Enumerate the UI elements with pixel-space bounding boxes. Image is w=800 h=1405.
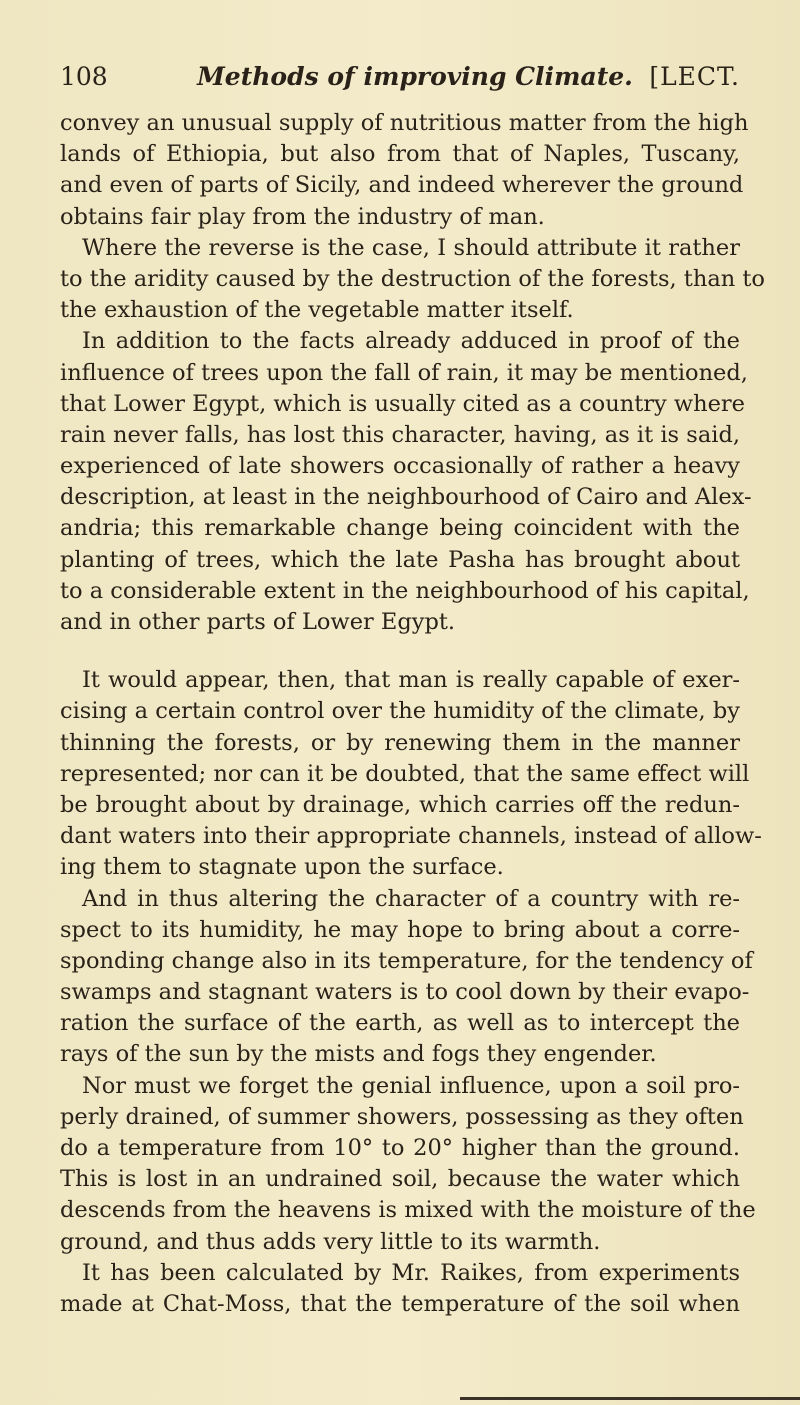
section-label: [LECT. — [649, 62, 740, 91]
text-line: that Lower Egypt, which is usually cited as a country where — [60, 390, 745, 417]
text-line: experienced of late showers occasionally of rather a heavy — [60, 453, 740, 480]
text-line: ing them to stagnate upon the surface. — [60, 854, 504, 881]
text-line: descends from the heavens is mixed with the moisture of the — [60, 1197, 756, 1224]
text-line: to the aridity caused by the destruction of the forests, than to — [60, 265, 765, 292]
text-line: the exhaustion of the vegetable matter itself. — [60, 297, 574, 324]
text-line: rays of the sun by the mists and fogs they engender. — [60, 1041, 657, 1068]
running-header — [60, 60, 740, 94]
paragraph — [60, 1258, 740, 1320]
text-line: Where the reverse is the case, I should attribute it rather — [82, 234, 740, 261]
paragraph — [60, 1071, 756, 1258]
text-line: do a temperature from 10° to 20° higher than the ground. — [60, 1135, 740, 1161]
text-line: thinning the forests, or by renewing them in the manner — [60, 729, 740, 756]
paragraph — [60, 326, 752, 638]
text-line: to a considerable extent in the neighbourhood of his capital, — [60, 577, 750, 604]
page-body-text — [60, 108, 765, 1320]
text-line: And in thus altering the character of a country with re- — [82, 885, 740, 912]
running-title: Methods of improving Climate. — [197, 62, 633, 91]
paragraph — [60, 108, 749, 233]
paragraph — [60, 884, 753, 1071]
text-line: and even of parts of Sicily, and indeed wherever the ground — [60, 172, 744, 199]
text-line: lands of Ethiopia, but also from that of Naples, Tuscany, — [60, 141, 740, 168]
text-line: description, at least in the neighbourhood of Cairo and Alex- — [60, 484, 752, 511]
text-line: It has been calculated by Mr. Raikes, from experiments — [82, 1259, 740, 1286]
text-line: and in other parts of Lower Egypt. — [60, 609, 456, 635]
text-line: influence of trees upon the fall of rain, it may be mentioned, — [60, 359, 748, 386]
text-line: represented; nor can it be doubted, that the same effect will — [60, 760, 750, 787]
text-line: convey an unusual supply of nutritious matter from the high — [60, 110, 749, 136]
text-line: obtains fair play from the industry of man. — [60, 203, 545, 230]
text-line: perly drained, of summer showers, possessing as they often — [60, 1103, 744, 1130]
paragraph — [60, 233, 765, 327]
text-line: In addition to the facts already adduced in proof of the — [82, 328, 740, 355]
text-line: planting of trees, which the late Pasha has brought about — [60, 546, 740, 573]
text-line: dant waters into their appropriate channels, instead of allow- — [60, 823, 762, 850]
paragraph — [60, 665, 762, 883]
text-line: swamps and stagnant waters is to cool down by their evapo- — [60, 979, 750, 1006]
text-line: It would appear, then, that man is really capable of exer- — [82, 667, 740, 694]
text-line: Nor must we forget the genial influence, upon a soil pro- — [82, 1072, 740, 1099]
text-line: This is lost in an undrained soil, because the water which — [60, 1166, 740, 1193]
text-line: made at Chat-Moss, that the temperature of the soil when — [60, 1290, 740, 1317]
text-line: ration the surface of the earth, as well as to intercept the — [60, 1010, 740, 1037]
text-line: rain never falls, has lost this character, having, as it is said, — [60, 421, 740, 448]
paragraph-gap — [60, 638, 740, 665]
page-edge-rule — [460, 1397, 800, 1400]
text-line: andria; this remarkable change being coincident with the — [60, 515, 740, 542]
text-line: cising a certain control over the humidity of the climate, by — [60, 698, 740, 725]
text-line: be brought about by drainage, which carries off the redun- — [60, 791, 740, 818]
text-line: ground, and thus adds very little to its warmth. — [60, 1228, 601, 1255]
page-number: 108 — [60, 62, 108, 91]
text-line: spect to its humidity, he may hope to bring about a corre- — [60, 916, 740, 943]
text-line: sponding change also in its temperature, for the tendency of — [60, 947, 753, 974]
